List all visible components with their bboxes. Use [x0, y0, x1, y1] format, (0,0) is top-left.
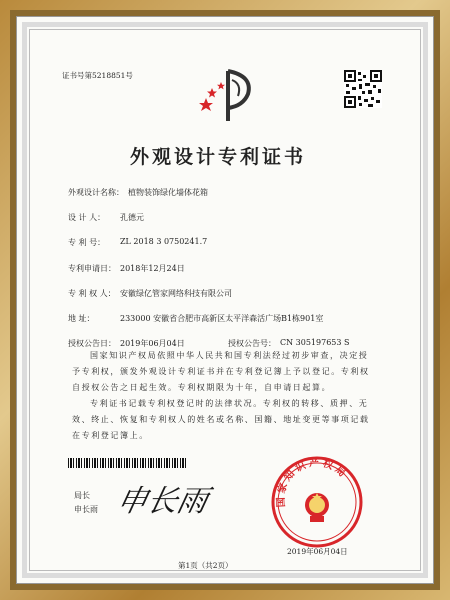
address-label: 地 址： — [68, 314, 95, 323]
filing-date-value: 2018年12月24日 — [120, 264, 185, 273]
svg-text:国家知识产权局: 国家知识产权局 — [275, 457, 350, 508]
grant-date-value: 2019年06月04日 — [120, 339, 185, 348]
designer-value: 孔德元 — [120, 213, 144, 222]
certificate-title: 外观设计专利证书 — [130, 146, 307, 168]
director-title: 局长 — [74, 491, 90, 500]
official-seal — [270, 455, 364, 549]
director-signature: 申长雨 — [113, 484, 211, 519]
grant-number-label: 授权公告号： — [228, 339, 276, 348]
seal-date: 2019年06月04日 — [287, 547, 348, 556]
grant-date-label: 授权公告日： — [68, 339, 116, 348]
design-name-value: 植物装饰绿化墙体花箱 — [128, 188, 208, 197]
grant-statement: 国家知识产权局依照中华人民共和国专利法经过初步审查，决定授予专利权，颁发外观设计专利证书并在专利登记簿上予以登记。专利权自授权公告之日起生效。专利权期限为十年，自申请日起算。 — [72, 351, 370, 392]
qr-code-icon — [344, 70, 382, 108]
page-indicator: 第1页（共2页） — [178, 561, 233, 570]
design-name-label: 外观设计名称： — [68, 188, 124, 197]
director-name: 申长雨 — [74, 505, 98, 514]
patentee-label: 专 利 权 人： — [68, 289, 116, 298]
address-value: 233000 安徽省合肥市高新区太平洋森活广场B1栋901室 — [120, 314, 324, 323]
patent-number-label: 专 利 号： — [68, 238, 106, 247]
patentee-value: 安徽绿亿管家网络科技有限公司 — [120, 289, 232, 298]
designer-label: 设 计 人： — [68, 213, 106, 222]
legal-status-note: 专利证书记载专利权登记时的法律状况。专利权的转移、质押、无效、终止、恢复和专利权人的姓名或名称、国籍、地址变更等事项记载在专利登记簿上。 — [72, 399, 370, 440]
certificate-number: 证书号第5218851号 — [62, 71, 133, 80]
barcode — [68, 458, 188, 468]
patent-office-emblem — [198, 66, 258, 126]
filing-date-label: 专利申请日： — [68, 264, 116, 273]
grant-number-value: CN 305197653 S — [280, 338, 350, 347]
patent-number-value: ZL 2018 3 0750241.7 — [120, 237, 208, 246]
